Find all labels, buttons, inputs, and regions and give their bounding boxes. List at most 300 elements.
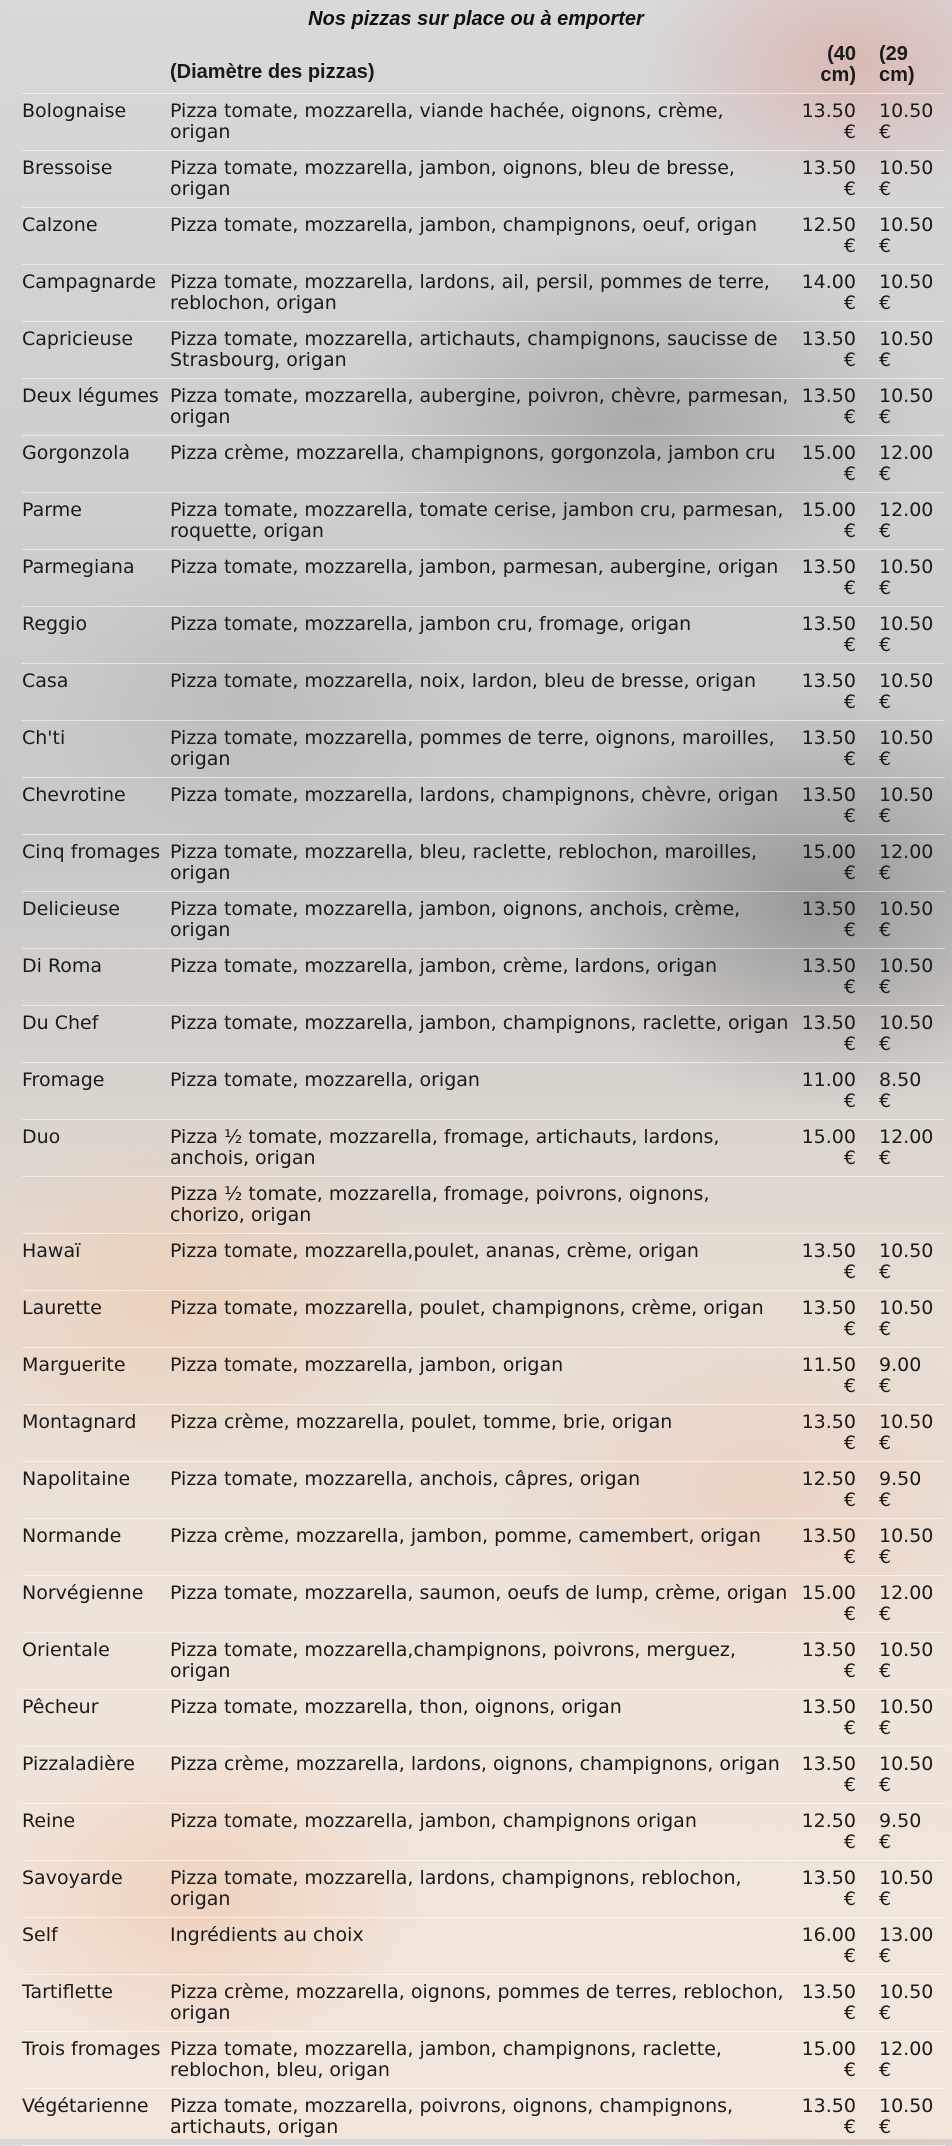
price-large <box>790 1576 856 1625</box>
currency-symbol: € <box>843 577 856 599</box>
currency-symbol: € <box>879 1318 892 1340</box>
price-small-value: 13.00 <box>879 1924 934 1946</box>
table-row <box>22 664 945 721</box>
currency-symbol: € <box>843 1432 856 1454</box>
price-large <box>790 1975 856 2024</box>
price-small <box>856 1291 945 1340</box>
price-small <box>856 1177 945 1184</box>
price-small <box>856 1861 945 1910</box>
price-small <box>856 1690 945 1739</box>
currency-symbol: € <box>879 1774 892 1796</box>
price-small-value: 12.00 <box>879 499 934 521</box>
currency-symbol: € <box>843 1831 856 1853</box>
price-large <box>790 1747 856 1796</box>
price-large <box>790 1633 856 1682</box>
pizza-name: Reggio <box>22 613 88 635</box>
pizza-description: Pizza tomate, mozzarella, origan <box>170 1069 480 1091</box>
currency-symbol: € <box>879 577 892 599</box>
price-small <box>856 1918 945 1967</box>
table-row <box>22 493 945 550</box>
table-row <box>22 1804 945 1861</box>
price-large-value: 13.50 <box>801 955 856 977</box>
currency-symbol: € <box>879 2002 892 2024</box>
pizza-name: Savoyarde <box>22 1867 123 1889</box>
price-small <box>856 1747 945 1796</box>
table-row <box>22 1519 945 1576</box>
pizza-name: Ch'ti <box>22 727 66 749</box>
pizza-name: Trois fromages <box>22 2038 161 2060</box>
table-row <box>22 265 945 322</box>
price-large-value: 13.50 <box>801 1297 856 1319</box>
price-small-value: 10.50 <box>879 214 934 236</box>
pizza-description: Pizza tomate, mozzarella, poivrons, oignons, champignons, artichauts, origan <box>170 2095 734 2138</box>
header-size-small-line2: cm) <box>879 64 915 86</box>
pizza-name: Orientale <box>22 1639 110 1661</box>
price-large <box>790 379 856 428</box>
header-name-column <box>22 44 170 51</box>
currency-symbol: € <box>879 1717 892 1739</box>
price-small-value: 10.50 <box>879 2095 934 2117</box>
price-small-value: 9.50 <box>879 1810 922 1832</box>
pizza-name: Gorgonzola <box>22 442 131 464</box>
pizza-description: Pizza crème, mozzarella, lardons, oignons, champignons, origan <box>170 1753 780 1775</box>
pizza-name: Marguerite <box>22 1354 126 1376</box>
price-large <box>790 1519 856 1568</box>
price-small-value: 9.00 <box>879 1354 922 1376</box>
price-small-value: 10.50 <box>879 1240 934 1262</box>
price-large <box>790 835 856 884</box>
currency-symbol: € <box>879 976 892 998</box>
price-large <box>790 265 856 314</box>
price-small-value: 10.50 <box>879 1753 934 1775</box>
price-large-value: 13.50 <box>801 613 856 635</box>
price-small-value: 10.50 <box>879 1525 934 1547</box>
currency-symbol: € <box>843 748 856 770</box>
price-large-value: 15.00 <box>801 1126 856 1148</box>
pizza-description: Pizza tomate, mozzarella, poulet, champignons, crème, origan <box>170 1297 764 1319</box>
price-large <box>790 151 856 200</box>
price-large-value: 13.50 <box>801 1240 856 1262</box>
price-small-value: 10.50 <box>879 328 934 350</box>
table-row <box>22 436 945 493</box>
price-small-value: 10.50 <box>879 670 934 692</box>
currency-symbol: € <box>879 805 892 827</box>
price-large <box>790 2032 856 2081</box>
price-small-value: 12.00 <box>879 442 934 464</box>
currency-symbol: € <box>879 2116 892 2138</box>
price-small <box>856 1576 945 1625</box>
pizza-name: Pizzaladière <box>22 1753 135 1775</box>
pizza-description: Pizza crème, mozzarella, jambon, pomme, camembert, origan <box>170 1525 761 1547</box>
currency-symbol: € <box>879 1090 892 1112</box>
currency-symbol: € <box>843 1090 856 1112</box>
price-large <box>790 493 856 542</box>
pizza-description: Ingrédients au choix <box>170 1924 364 1946</box>
currency-symbol: € <box>843 178 856 200</box>
currency-symbol: € <box>843 520 856 542</box>
price-small-value: 10.50 <box>879 271 934 293</box>
pizza-description: Pizza tomate, mozzarella, artichauts, champignons, saucisse de Strasbourg, origan <box>170 328 778 371</box>
pizza-description: Pizza tomate, mozzarella, lardons, ail, persil, pommes de terre, reblochon, origan <box>170 271 770 314</box>
currency-symbol: € <box>843 292 856 314</box>
price-large <box>790 1120 856 1169</box>
table-row <box>22 1177 945 1234</box>
table-row <box>22 1690 945 1747</box>
currency-symbol: € <box>879 1432 892 1454</box>
price-small <box>856 1348 945 1397</box>
table-header <box>22 44 945 94</box>
price-small <box>856 778 945 827</box>
table-row <box>22 1861 945 1918</box>
table-row <box>22 1063 945 1120</box>
price-small-value: 10.50 <box>879 100 934 122</box>
pizza-description: Pizza tomate, mozzarella, thon, oignons, origan <box>170 1696 622 1718</box>
pizza-name: Laurette <box>22 1297 102 1319</box>
currency-symbol: € <box>879 1489 892 1511</box>
price-large <box>790 1405 856 1454</box>
pizza-description: Pizza ½ tomate, mozzarella, fromage, artichauts, lardons, anchois, origan <box>170 1126 720 1169</box>
pizza-name: Normande <box>22 1525 122 1547</box>
price-large-value: 13.50 <box>801 157 856 179</box>
currency-symbol: € <box>843 919 856 941</box>
currency-symbol: € <box>879 919 892 941</box>
price-large-value: 13.50 <box>801 100 856 122</box>
pizza-name: Calzone <box>22 214 98 236</box>
pizza-description: Pizza tomate, mozzarella, saumon, oeufs de lump, crème, origan <box>170 1582 788 1604</box>
currency-symbol: € <box>843 121 856 143</box>
currency-symbol: € <box>843 1660 856 1682</box>
pizza-name: Casa <box>22 670 69 692</box>
price-large-value: 12.50 <box>801 1468 856 1490</box>
pizza-description: Pizza tomate, mozzarella,champignons, poivrons, merguez, origan <box>170 1639 736 1682</box>
pizza-description: Pizza tomate, mozzarella, jambon, champignons, raclette, reblochon, bleu, origan <box>170 2038 722 2081</box>
price-large-value: 15.00 <box>801 442 856 464</box>
price-large <box>790 2089 856 2138</box>
currency-symbol: € <box>843 1546 856 1568</box>
currency-symbol: € <box>879 406 892 428</box>
price-small <box>856 892 945 941</box>
price-small <box>856 1633 945 1682</box>
price-small <box>856 607 945 656</box>
price-small <box>856 379 945 428</box>
price-large-value: 16.00 <box>801 1924 856 1946</box>
table-row <box>22 1234 945 1291</box>
price-small <box>856 664 945 713</box>
price-large-value: 12.50 <box>801 214 856 236</box>
currency-symbol: € <box>879 463 892 485</box>
currency-symbol: € <box>879 634 892 656</box>
price-large-value: 13.50 <box>801 784 856 806</box>
currency-symbol: € <box>879 691 892 713</box>
price-small-value: 10.50 <box>879 1981 934 2003</box>
table-row <box>22 379 945 436</box>
pizza-description: Pizza tomate, mozzarella, jambon, champignons origan <box>170 1810 697 1832</box>
header-size-large <box>790 44 856 86</box>
currency-symbol: € <box>843 1774 856 1796</box>
pizza-description: Pizza tomate, mozzarella, viande hachée, oignons, crème, origan <box>170 100 724 143</box>
price-small <box>856 1462 945 1511</box>
pizza-description: Pizza tomate, mozzarella, jambon, parmesan, aubergine, origan <box>170 556 779 578</box>
pizza-name: Parmegiana <box>22 556 135 578</box>
price-small-value: 10.50 <box>879 955 934 977</box>
table-row <box>22 892 945 949</box>
price-large-value: 13.50 <box>801 670 856 692</box>
price-large-value: 13.50 <box>801 385 856 407</box>
pizza-name: Bressoise <box>22 157 113 179</box>
price-large <box>790 1348 856 1397</box>
pizza-name: Deux légumes <box>22 385 159 407</box>
currency-symbol: € <box>843 1945 856 1967</box>
pizza-name: Fromage <box>22 1069 105 1091</box>
currency-symbol: € <box>879 1546 892 1568</box>
price-large-value: 14.00 <box>801 271 856 293</box>
pizza-name: Parme <box>22 499 82 521</box>
price-large <box>790 1006 856 1055</box>
price-small-value: 12.00 <box>879 2038 934 2060</box>
price-large <box>790 721 856 770</box>
currency-symbol: € <box>843 1033 856 1055</box>
price-small-value: 10.50 <box>879 1411 934 1433</box>
currency-symbol: € <box>879 1660 892 1682</box>
currency-symbol: € <box>879 121 892 143</box>
price-large-value: 13.50 <box>801 898 856 920</box>
price-large-value: 15.00 <box>801 2038 856 2060</box>
price-large-value: 13.50 <box>801 727 856 749</box>
pizza-name: Tartiflette <box>22 1981 113 2003</box>
table-row <box>22 1747 945 1804</box>
price-small <box>856 1120 945 1169</box>
currency-symbol: € <box>843 2116 856 2138</box>
price-small <box>856 151 945 200</box>
header-size-large-line1: (40 <box>827 43 856 65</box>
price-large <box>790 436 856 485</box>
price-small-value: 12.00 <box>879 841 934 863</box>
pizza-name: Napolitaine <box>22 1468 131 1490</box>
pizza-name: Hawaï <box>22 1240 81 1262</box>
pizza-name: Campagnarde <box>22 271 157 293</box>
pizza-description: Pizza tomate, mozzarella, jambon, oignons, anchois, crème, origan <box>170 898 741 941</box>
currency-symbol: € <box>843 1261 856 1283</box>
pizza-description: Pizza ½ tomate, mozzarella, fromage, poivrons, oignons, chorizo, origan <box>170 1183 710 1226</box>
table-row <box>22 1918 945 1975</box>
price-small-value: 10.50 <box>879 1696 934 1718</box>
price-large-value: 13.50 <box>801 1753 856 1775</box>
pizza-description: Pizza tomate, mozzarella, lardons, champignons, chèvre, origan <box>170 784 779 806</box>
currency-symbol: € <box>843 406 856 428</box>
price-small <box>856 1804 945 1853</box>
currency-symbol: € <box>843 1375 856 1397</box>
currency-symbol: € <box>843 1717 856 1739</box>
pizza-description: Pizza tomate, mozzarella, tomate cerise, jambon cru, parmesan, roquette, origan <box>170 499 784 542</box>
pizza-description: Pizza tomate, mozzarella, aubergine, poivron, chèvre, parmesan, origan <box>170 385 789 428</box>
price-small <box>856 1975 945 2024</box>
pizza-description: Pizza tomate, mozzarella, noix, lardon, bleu de bresse, origan <box>170 670 757 692</box>
page-title: Nos pizzas sur place ou à emporter <box>308 8 644 30</box>
price-large <box>790 1690 856 1739</box>
pizza-description: Pizza tomate, mozzarella,poulet, ananas, crème, origan <box>170 1240 699 1262</box>
currency-symbol: € <box>843 1489 856 1511</box>
table-row <box>22 1120 945 1177</box>
pizza-menu-table <box>22 44 945 2146</box>
table-row <box>22 1405 945 1462</box>
price-small <box>856 2089 945 2138</box>
price-large <box>790 949 856 998</box>
price-small <box>856 208 945 257</box>
price-large-value: 13.50 <box>801 328 856 350</box>
price-large <box>790 322 856 371</box>
pizza-name: Duo <box>22 1126 61 1148</box>
price-small <box>856 265 945 314</box>
table-row <box>22 835 945 892</box>
pizza-description: Pizza tomate, mozzarella, anchois, câpres, origan <box>170 1468 641 1490</box>
table-row <box>22 1633 945 1690</box>
price-small <box>856 835 945 884</box>
table-row <box>22 151 945 208</box>
pizza-description: Pizza crème, mozzarella, champignons, gorgonzola, jambon cru <box>170 442 776 464</box>
price-small-value: 10.50 <box>879 1297 934 1319</box>
pizza-description: Pizza tomate, mozzarella, lardons, champignons, reblochon, origan <box>170 1867 742 1910</box>
price-small-value: 10.50 <box>879 1639 934 1661</box>
price-small <box>856 436 945 485</box>
table-row <box>22 322 945 379</box>
pizza-name: Cinq fromages <box>22 841 161 863</box>
price-small <box>856 1006 945 1055</box>
price-small <box>856 1405 945 1454</box>
header-size-small-line1: (29 <box>879 43 908 65</box>
pizza-name: Di Roma <box>22 955 103 977</box>
price-small-value: 10.50 <box>879 1867 934 1889</box>
currency-symbol: € <box>879 178 892 200</box>
table-row <box>22 1006 945 1063</box>
currency-symbol: € <box>879 1831 892 1853</box>
price-large-value: 15.00 <box>801 841 856 863</box>
price-large <box>790 1462 856 1511</box>
currency-symbol: € <box>879 1261 892 1283</box>
price-large-value: 12.50 <box>801 1810 856 1832</box>
price-large-value: 15.00 <box>801 499 856 521</box>
price-large <box>790 892 856 941</box>
price-large <box>790 1291 856 1340</box>
currency-symbol: € <box>843 634 856 656</box>
price-large <box>790 550 856 599</box>
currency-symbol: € <box>879 235 892 257</box>
currency-symbol: € <box>879 292 892 314</box>
price-large-value: 13.50 <box>801 1525 856 1547</box>
currency-symbol: € <box>879 2059 892 2081</box>
price-small <box>856 550 945 599</box>
pizza-name <box>22 1177 170 1184</box>
table-row <box>22 949 945 1006</box>
price-small <box>856 1234 945 1283</box>
table-row <box>22 607 945 664</box>
price-large <box>790 607 856 656</box>
price-large-value: 11.00 <box>801 1069 856 1091</box>
price-small <box>856 721 945 770</box>
price-large-value: 13.50 <box>801 1981 856 2003</box>
table-row <box>22 550 945 607</box>
price-large-value: 13.50 <box>801 1867 856 1889</box>
table-row <box>22 1348 945 1405</box>
pizza-description: Pizza tomate, mozzarella, jambon, champignons, raclette, origan <box>170 1012 789 1034</box>
currency-symbol: € <box>843 463 856 485</box>
pizza-name: Capricieuse <box>22 328 134 350</box>
price-small <box>856 94 945 143</box>
price-large <box>790 94 856 143</box>
price-large <box>790 1804 856 1853</box>
table-row <box>22 2032 945 2089</box>
price-large-value: 11.50 <box>801 1354 856 1376</box>
price-large-value: 15.00 <box>801 1582 856 1604</box>
pizza-description: Pizza crème, mozzarella, oignons, pommes de terres, reblochon, origan <box>170 1981 784 2024</box>
pizza-description: Pizza tomate, mozzarella, pommes de terre, oignons, maroilles, origan <box>170 727 775 770</box>
currency-symbol: € <box>843 1888 856 1910</box>
pizza-name: Norvégienne <box>22 1582 144 1604</box>
pizza-name: Montagnard <box>22 1411 137 1433</box>
currency-symbol: € <box>879 1147 892 1169</box>
price-small <box>856 2032 945 2081</box>
pizza-description: Pizza crème, mozzarella, poulet, tomme, brie, origan <box>170 1411 673 1433</box>
currency-symbol: € <box>879 1945 892 1967</box>
price-small-value: 10.50 <box>879 784 934 806</box>
table-row <box>22 2089 945 2146</box>
price-large-value: 13.50 <box>801 2095 856 2117</box>
currency-symbol: € <box>843 2002 856 2024</box>
price-large <box>790 1063 856 1112</box>
currency-symbol: € <box>843 805 856 827</box>
table-row <box>22 1462 945 1519</box>
pizza-description: Pizza tomate, mozzarella, jambon cru, fromage, origan <box>170 613 692 635</box>
header-description: (Diamètre des pizzas) <box>170 61 375 83</box>
pizza-name: Chevrotine <box>22 784 126 806</box>
price-small-value: 10.50 <box>879 613 934 635</box>
currency-symbol: € <box>879 748 892 770</box>
price-large <box>790 778 856 827</box>
price-large-value: 13.50 <box>801 556 856 578</box>
price-large <box>790 1918 856 1967</box>
price-small-value: 8.50 <box>879 1069 922 1091</box>
currency-symbol: € <box>879 1033 892 1055</box>
price-large <box>790 1861 856 1910</box>
price-small <box>856 493 945 542</box>
price-small-value: 10.50 <box>879 385 934 407</box>
price-small-value: 10.50 <box>879 556 934 578</box>
table-row <box>22 94 945 151</box>
price-large-value: 13.50 <box>801 1696 856 1718</box>
currency-symbol: € <box>879 349 892 371</box>
currency-symbol: € <box>879 1603 892 1625</box>
price-small-value: 9.50 <box>879 1468 922 1490</box>
price-large <box>790 664 856 713</box>
header-size-small <box>856 44 945 86</box>
price-large-value: 13.50 <box>801 1639 856 1661</box>
currency-symbol: € <box>879 862 892 884</box>
table-row <box>22 1576 945 1633</box>
currency-symbol: € <box>843 1603 856 1625</box>
price-small-value: 10.50 <box>879 1012 934 1034</box>
pizza-name: Bolognaise <box>22 100 127 122</box>
table-row <box>22 1975 945 2032</box>
price-large <box>790 1177 856 1184</box>
pizza-name: Reine <box>22 1810 76 1832</box>
price-large-value: 13.50 <box>801 1411 856 1433</box>
price-small-value: 10.50 <box>879 727 934 749</box>
currency-symbol: € <box>879 520 892 542</box>
currency-symbol: € <box>843 235 856 257</box>
currency-symbol: € <box>843 1147 856 1169</box>
pizza-description: Pizza tomate, mozzarella, jambon, oignons, bleu de bresse, origan <box>170 157 735 200</box>
price-small-value: 12.00 <box>879 1126 934 1148</box>
pizza-description: Pizza tomate, mozzarella, jambon, champignons, oeuf, origan <box>170 214 758 236</box>
